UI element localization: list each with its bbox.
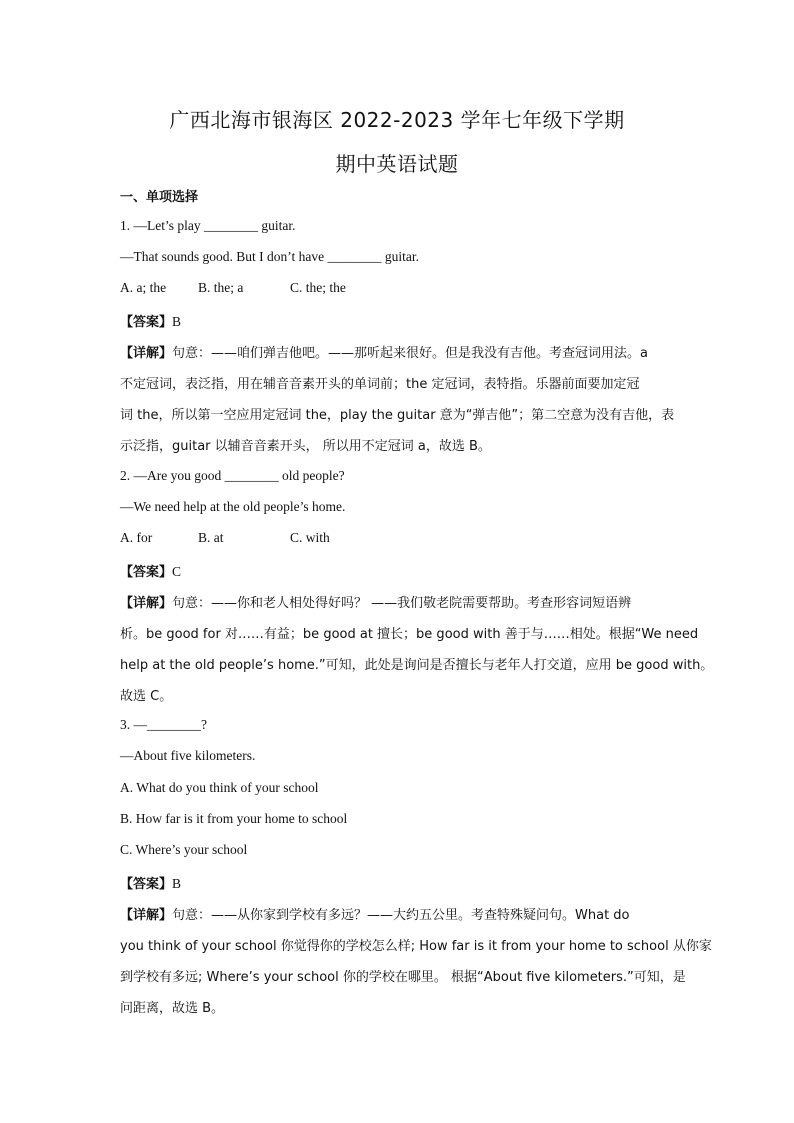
q3-detail-line-3: 到学校有多远; Where’s your school 你的学校在哪里。 根据“About five kilometers.”可知，是: [120, 970, 686, 985]
q1-detail-line-1: [120, 342, 648, 361]
q3-stem: 3. —________?: [120, 717, 207, 732]
q1-answer: [120, 311, 181, 330]
answer-label: 【答案】: [120, 315, 173, 330]
q3-answer: [120, 873, 181, 892]
q3-detail-line-2: you think of your school 你觉得你的学校怎么样; How far is it from your home to school 从你家: [120, 939, 712, 954]
q1-detail-line-2: 不定冠词，表泛指，用在辅音音素开头的单词前；the 定冠词，表特指。乐器前面要加定冠: [120, 377, 640, 392]
q2-option-a: A. for: [120, 530, 153, 545]
q2-answer: [120, 561, 181, 580]
q2-detail-text-1: 句意：——你和老人相处得好吗？ ——我们敬老院需要帮助。考查形容词短语辨: [172, 596, 632, 611]
doc-title-line-1: 广西北海市银海区 2022-2023 学年七年级下学期: [169, 108, 625, 132]
q1-detail-line-4: 示泛指，guitar 以辅音音素开头， 所以用不定冠词 a，故选 B。: [120, 439, 491, 454]
q1-option-c: C. the; the: [290, 280, 346, 295]
q2-stem: 2. —Are you good ________ old people?: [120, 468, 345, 483]
q1-stem: 1. —Let’s play ________ guitar.: [120, 218, 296, 233]
q2-detail-line-2: 析。be good for 对……有益；be good at 擅长；be good with 善于与……相处。根据“We need: [120, 627, 699, 642]
q2-detail-line-4: 故选 C。: [120, 689, 173, 704]
q1-detail-line-3: 词 the，所以第一空应用定冠词 the，play the guitar 意为“弹吉他”；第二空意为没有吉他，表: [120, 408, 675, 423]
section-heading: 一、单项选择: [120, 190, 199, 205]
q2-detail-line-1: [120, 592, 631, 611]
q1-options: [120, 280, 346, 296]
q3-detail-text-1: 句意：——从你家到学校有多远？——大约五公里。考查特殊疑问句。What do: [172, 908, 630, 923]
q3-option-b: B. How far is it from your home to school: [120, 811, 348, 826]
q2-option-b: B. at: [198, 530, 224, 545]
q3-option-a: A. What do you think of your school: [120, 780, 319, 795]
q1-detail-text-1: 句意：——咱们弹吉他吧。——那听起来很好。但是我没有吉他。考查冠词用法。a: [172, 346, 648, 361]
q3-detail-line-1: [120, 904, 630, 923]
doc-title-line-2: 期中英语试题: [335, 152, 459, 176]
detail-label: 【详解】: [120, 596, 173, 611]
detail-label: 【详解】: [120, 346, 173, 361]
answer-label: 【答案】: [120, 877, 173, 892]
q1-answer-value: B: [172, 314, 182, 329]
q3-detail-line-4: 问距离，故选 B。: [120, 1001, 225, 1016]
q1-stem-reply: —That sounds good. But I don’t have ________ guitar.: [120, 249, 419, 264]
q2-detail-line-3: help at the old people’s home.”可知，此处是询问是否擅长与老年人打交道，应用 be good with。: [120, 658, 714, 673]
q3-option-c: C. Where’s your school: [120, 842, 248, 857]
q1-option-b: B. the; a: [198, 280, 244, 295]
q2-answer-value: C: [172, 564, 182, 579]
detail-label: 【详解】: [120, 908, 173, 923]
q1-option-a: A. a; the: [120, 280, 167, 295]
q3-stem-reply: —About five kilometers.: [120, 748, 256, 763]
q2-option-c: C. with: [290, 530, 330, 545]
q3-answer-value: B: [172, 876, 182, 891]
answer-label: 【答案】: [120, 565, 173, 580]
q2-stem-reply: —We need help at the old people’s home.: [120, 499, 346, 514]
q2-options: [120, 530, 330, 546]
